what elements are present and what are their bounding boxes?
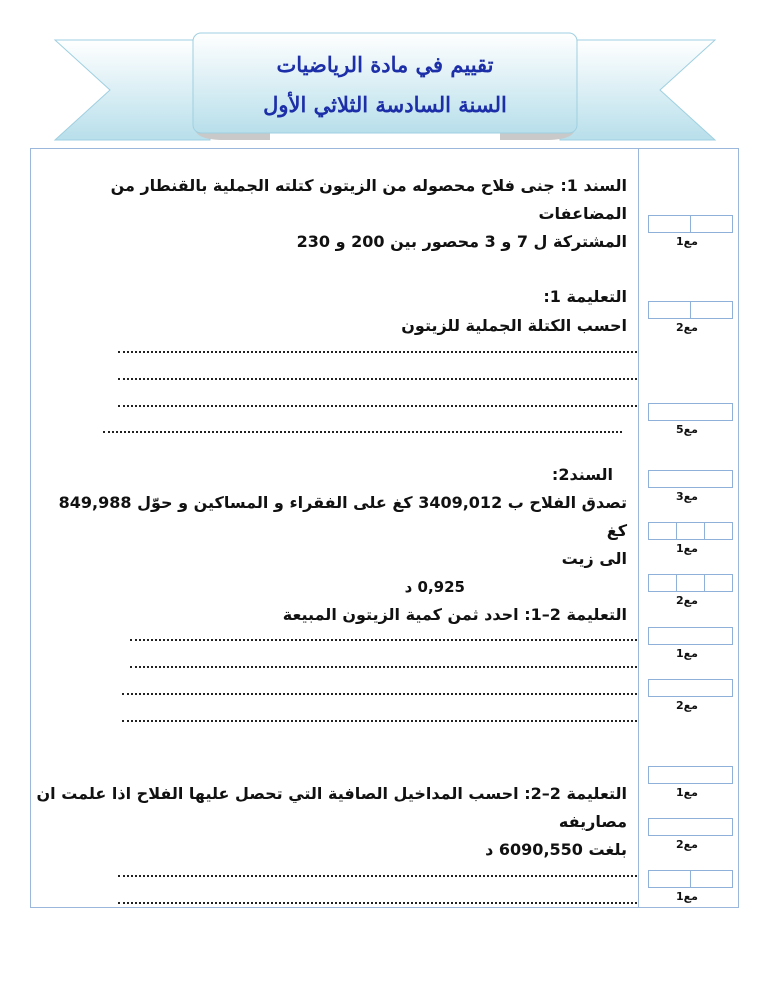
score-cell[interactable] bbox=[649, 628, 732, 644]
score-cell[interactable] bbox=[649, 680, 732, 696]
sanad2-line2: الى زيت bbox=[561, 549, 627, 568]
score-label: مع2 bbox=[676, 321, 698, 334]
score-box[interactable] bbox=[648, 870, 733, 888]
score-box[interactable] bbox=[648, 766, 733, 784]
exam-content bbox=[36, 172, 637, 904]
answer-line[interactable] bbox=[103, 431, 622, 433]
score-label: مع1 bbox=[676, 786, 698, 799]
answer-line[interactable] bbox=[118, 405, 637, 407]
score-cell[interactable] bbox=[649, 302, 690, 318]
instruction2-1-text: التعليمة 2–1: احدد ثمن كمية الزيتون المبيعة bbox=[282, 605, 627, 624]
score-label: مع2 bbox=[676, 594, 698, 607]
answer-line[interactable] bbox=[122, 693, 637, 695]
score-cell[interactable] bbox=[690, 871, 732, 887]
olive-price: 0,925 د bbox=[404, 578, 465, 596]
score-box[interactable] bbox=[648, 301, 733, 319]
score-cell[interactable] bbox=[649, 871, 690, 887]
instruction1-text: احسب الكتلة الجملية للزيتون bbox=[401, 316, 627, 335]
title-ribbon bbox=[50, 28, 720, 148]
score-box[interactable] bbox=[648, 818, 733, 836]
score-cell[interactable] bbox=[690, 302, 732, 318]
score-cell[interactable] bbox=[649, 471, 732, 487]
instruction1-heading: التعليمة 1: bbox=[543, 287, 627, 306]
title-line-1: تقييم في مادة الرياضيات bbox=[276, 52, 494, 77]
score-label: مع5 bbox=[676, 423, 698, 436]
sanad1-line1: السند 1: جنى فلاح محصوله من الزيتون كتلته الجملية بالقنطار من المضاعفات bbox=[110, 176, 627, 223]
instruction2-2-line3: بلغت 6090,550 د bbox=[485, 840, 627, 859]
sanad2-heading: السند2: bbox=[551, 465, 613, 484]
score-box[interactable] bbox=[648, 403, 733, 421]
answer-line[interactable] bbox=[118, 875, 637, 877]
score-cell[interactable] bbox=[649, 819, 732, 835]
score-label: مع1 bbox=[676, 235, 698, 248]
score-cell[interactable] bbox=[676, 575, 704, 591]
answer-line[interactable] bbox=[118, 902, 637, 904]
score-label: مع2 bbox=[676, 838, 698, 851]
score-box[interactable] bbox=[648, 574, 733, 592]
score-box[interactable] bbox=[648, 627, 733, 645]
score-box[interactable] bbox=[648, 522, 733, 540]
sanad1-line2: المشتركة ل 7 و 3 محصور بين 200 و 230 bbox=[296, 232, 627, 251]
answer-line[interactable] bbox=[118, 378, 637, 380]
score-label: مع1 bbox=[676, 647, 698, 660]
score-label: مع1 bbox=[676, 890, 698, 903]
sanad2-line1: تصدق الفلاح ب 3409,012 كغ على الفقراء و المساكين و حوّل 849,988 كغ bbox=[58, 493, 627, 540]
instruction2-2-line2: مصاريفه bbox=[558, 812, 627, 831]
answer-line[interactable] bbox=[118, 351, 637, 353]
score-column-divider bbox=[638, 148, 639, 908]
score-label: مع2 bbox=[676, 699, 698, 712]
score-cell[interactable] bbox=[649, 216, 690, 232]
score-cell[interactable] bbox=[649, 404, 732, 420]
title-line-2: السنة السادسة الثلاثي الأول bbox=[263, 92, 507, 117]
score-cell[interactable] bbox=[704, 523, 732, 539]
score-cell[interactable] bbox=[649, 523, 676, 539]
score-cell[interactable] bbox=[676, 523, 704, 539]
answer-line[interactable] bbox=[122, 720, 637, 722]
answer-line[interactable] bbox=[130, 639, 637, 641]
score-box[interactable] bbox=[648, 215, 733, 233]
score-cell[interactable] bbox=[690, 216, 732, 232]
score-box[interactable] bbox=[648, 679, 733, 697]
score-cell[interactable] bbox=[649, 575, 676, 591]
score-cell[interactable] bbox=[704, 575, 732, 591]
score-label: مع3 bbox=[676, 490, 698, 503]
answer-line[interactable] bbox=[130, 666, 637, 668]
instruction2-2-line1: التعليمة 2–2: احسب المداخيل الصافية التي تحصل عليها الفلاح اذا علمت ان bbox=[36, 784, 627, 803]
score-box[interactable] bbox=[648, 470, 733, 488]
score-cell[interactable] bbox=[649, 767, 732, 783]
score-label: مع1 bbox=[676, 542, 698, 555]
